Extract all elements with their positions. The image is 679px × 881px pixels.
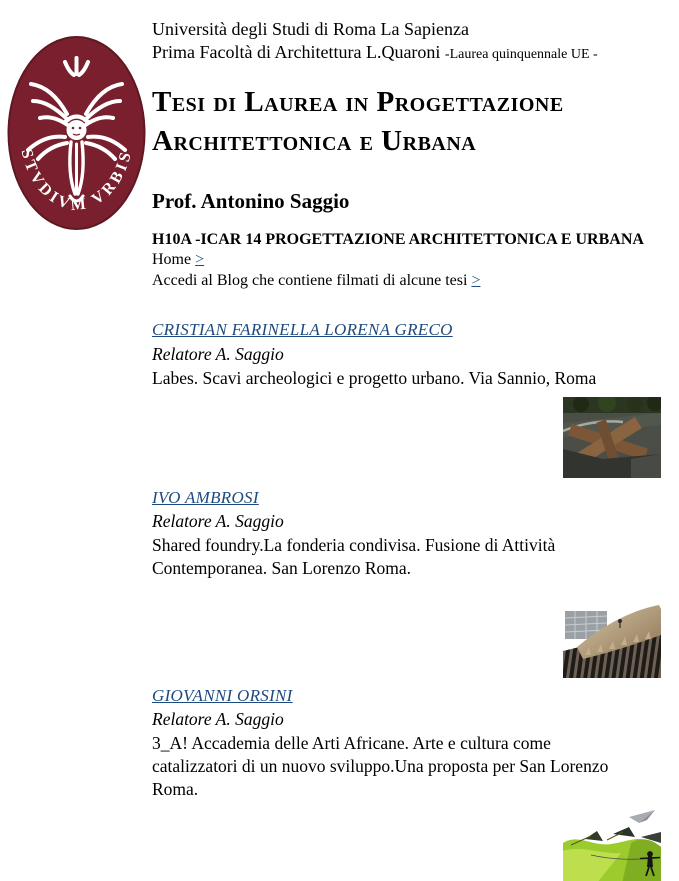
thesis-authors-link[interactable]: IVO AMBROSI	[152, 488, 259, 507]
blog-label: Accedi al Blog che contiene filmati di alcune tesi	[152, 272, 468, 289]
course-code: H10A -ICAR 14 PROGETTAZIONE ARCHITETTONICA E URBANA	[152, 231, 644, 248]
thesis-thumbnail-green-landscape[interactable]	[563, 803, 661, 881]
blog-link[interactable]: >	[471, 272, 481, 289]
faculty-line	[152, 42, 598, 63]
sapienza-logo	[5, 34, 148, 232]
blog-line	[152, 272, 480, 290]
page-title	[152, 83, 564, 161]
professor-name: Prof. Antonino Saggio	[152, 189, 350, 213]
logo-motto: STVDIVM VRBIS	[17, 147, 136, 215]
home-line	[152, 251, 204, 269]
thesis-description: Labes. Scavi archeologici e progetto urbano. Via Sannio, Roma	[152, 368, 597, 388]
thesis-thumbnail-aerial-photo[interactable]	[563, 397, 661, 478]
thesis-advisor: Relatore A. Saggio	[152, 344, 284, 364]
home-label: Home	[152, 251, 192, 268]
studium-urbis-emblem-icon	[5, 34, 148, 232]
thesis-thumbnail-foundry-render[interactable]	[563, 599, 661, 678]
faculty-name: Prima Facoltà di Architettura L.Quaroni	[152, 42, 441, 62]
page-title-line2: Architettonica e Urbana	[152, 125, 477, 157]
thesis-advisor: Relatore A. Saggio	[152, 511, 284, 531]
thesis-description: 3_A! Accademia delle Arti Africane. Arte e cultura come catalizzatori di un nuovo sviluppo.Una proposta per San Lorenzo Roma.	[152, 733, 609, 799]
thesis-authors-link[interactable]: CRISTIAN FARINELLA LORENA GRECO	[152, 320, 453, 339]
university-name: Università degli Studi di Roma La Sapienza	[152, 19, 469, 39]
thesis-description: Shared foundry.La fonderia condivisa. Fusione di Attività Contemporanea. San Lorenzo Roma.	[152, 535, 556, 578]
thesis-advisor: Relatore A. Saggio	[152, 709, 284, 729]
page-title-line1: Tesi di Laurea in Progettazione	[152, 86, 564, 118]
thesis-authors-link[interactable]: GIOVANNI ORSINI	[152, 686, 293, 705]
faculty-note: -Laurea quinquennale UE -	[444, 47, 598, 62]
home-link[interactable]: >	[195, 251, 205, 268]
